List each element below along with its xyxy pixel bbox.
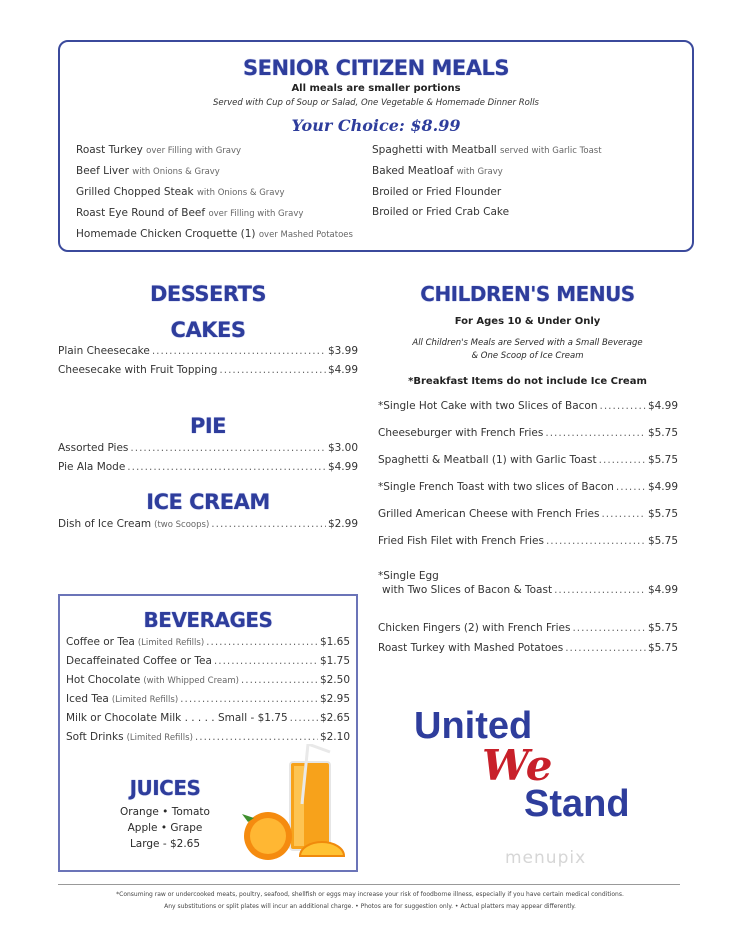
list-item: Homemade Chicken Croquette (1) over Mashed Potatoes (76, 228, 353, 240)
list-item: Beef Liver with Onions & Gravy (76, 165, 220, 177)
list-item: *Single Egg with Two Slices of Bacon & Toast ..... $4.99 (378, 568, 678, 614)
list-item: Cheeseburger with French Fries ..... $5.75 (378, 427, 678, 454)
cakes-title: CAKES (170, 318, 246, 342)
cakes-list (58, 345, 358, 383)
list-item: Broiled or Fried Flounder (372, 186, 502, 198)
list-item: Dish of Ice Cream (two Scoops) ..... $2.99 (58, 518, 358, 537)
senior-meals-box (58, 40, 694, 252)
children-breakfast-note: *Breakfast Items do not include Ice Cream (408, 376, 647, 387)
senior-choice: Your Choice: $8.99 (291, 116, 461, 135)
juices-title: JUICES (129, 776, 201, 800)
senior-subtitle: All meals are smaller portions (291, 83, 461, 94)
list-item: Chicken Fingers (2) with French Fries ..... $5.75 (378, 614, 678, 642)
list-item: Plain Cheesecake ..... $3.99 (58, 345, 358, 364)
list-item: Coffee or Tea (Limited Refills) ..... $1.65 (66, 636, 350, 655)
united-we-stand-logo (412, 705, 642, 835)
senior-left-list (76, 140, 353, 245)
beverages-list (66, 636, 350, 750)
footer-line-1: *Consuming raw or undercooked meats, poultry, seafood, shellfish or eggs may increase your risk of foodborne illness, especially if you have certain medical conditions. (116, 891, 624, 898)
orange-juice-image (240, 744, 352, 868)
list-item: Soft Drinks (Limited Refills) ..... $2.10 (66, 731, 350, 750)
children-served-1: All Children's Meals are Served with a Small Beverage (412, 338, 643, 348)
juices-line-3: Large - $2.65 (129, 838, 201, 850)
list-item: Baked Meatloaf with Gravy (372, 165, 503, 177)
list-item: Assorted Pies ..... $3.00 (58, 442, 358, 461)
beverages-title: BEVERAGES (143, 608, 273, 632)
pie-title: PIE (189, 414, 227, 438)
list-item: Broiled or Fried Crab Cake (372, 206, 510, 218)
list-item: Cheesecake with Fruit Topping ..... $4.99 (58, 364, 358, 383)
ice-cream-title: ICE CREAM (146, 490, 270, 514)
ice-cream-list (58, 518, 358, 537)
list-item: Grilled American Cheese with French Fries ..... $5.75 (378, 508, 678, 535)
juices-line-2: Apple • Grape (127, 822, 203, 834)
logo-we: We (482, 741, 553, 790)
children-served-2: & One Scoop of Ice Cream (471, 351, 584, 361)
senior-title: SENIOR CITIZEN MEALS (242, 56, 509, 80)
list-item: Roast Turkey over Filling with Gravy (76, 144, 242, 156)
list-item: *Single Hot Cake with two Slices of Bacon ..... $4.99 (378, 400, 678, 427)
juices-line-1: Orange • Tomato (120, 806, 210, 818)
list-item: Fried Fish Filet with French Fries ..... $5.75 (378, 535, 678, 562)
list-item: Pie Ala Mode ..... $4.99 (58, 461, 358, 480)
list-item: Hot Chocolate (with Whipped Cream) ..... $2.50 (66, 674, 350, 693)
children-ages: For Ages 10 & Under Only (454, 316, 601, 327)
senior-served: Served with Cup of Soup or Salad, One Vegetable & Homemade Dinner Rolls (212, 98, 539, 108)
list-item: Milk or Chocolate Milk . . . . . Small - $1.75 ..... $2.65 (66, 712, 350, 731)
list-item: Roast Eye Round of Beef over Filling with Gravy (76, 207, 304, 219)
footer-line-2: Any substitutions or split plates will incur an additional charge. • Photos are for suggestion only. • Actual platters may appear differently. (164, 903, 576, 910)
list-item: Iced Tea (Limited Refills) ..... $2.95 (66, 693, 350, 712)
logo-stand: Stand (524, 783, 630, 825)
desserts-title: DESSERTS (149, 282, 267, 306)
footer-divider (58, 884, 680, 885)
list-item: Spaghetti with Meatball served with Garlic Toast (372, 144, 602, 156)
list-item: Decaffeinated Coffee or Tea ..... $1.75 (66, 655, 350, 674)
list-item: Grilled Chopped Steak with Onions & Gravy (76, 186, 285, 198)
pie-list (58, 442, 358, 480)
logo-united: United (414, 705, 533, 747)
watermark: menupix (505, 848, 587, 868)
list-item: Roast Turkey with Mashed Potatoes ..... $5.75 (378, 642, 678, 669)
list-item: *Single French Toast with two slices of Bacon ..... $4.99 (378, 481, 678, 508)
beverages-box (58, 594, 358, 872)
children-list (378, 400, 678, 669)
list-item: Spaghetti & Meatball (1) with Garlic Toast ..... $5.75 (378, 454, 678, 481)
children-title: CHILDREN'S MENUS (420, 282, 635, 306)
senior-right-list (372, 140, 602, 222)
